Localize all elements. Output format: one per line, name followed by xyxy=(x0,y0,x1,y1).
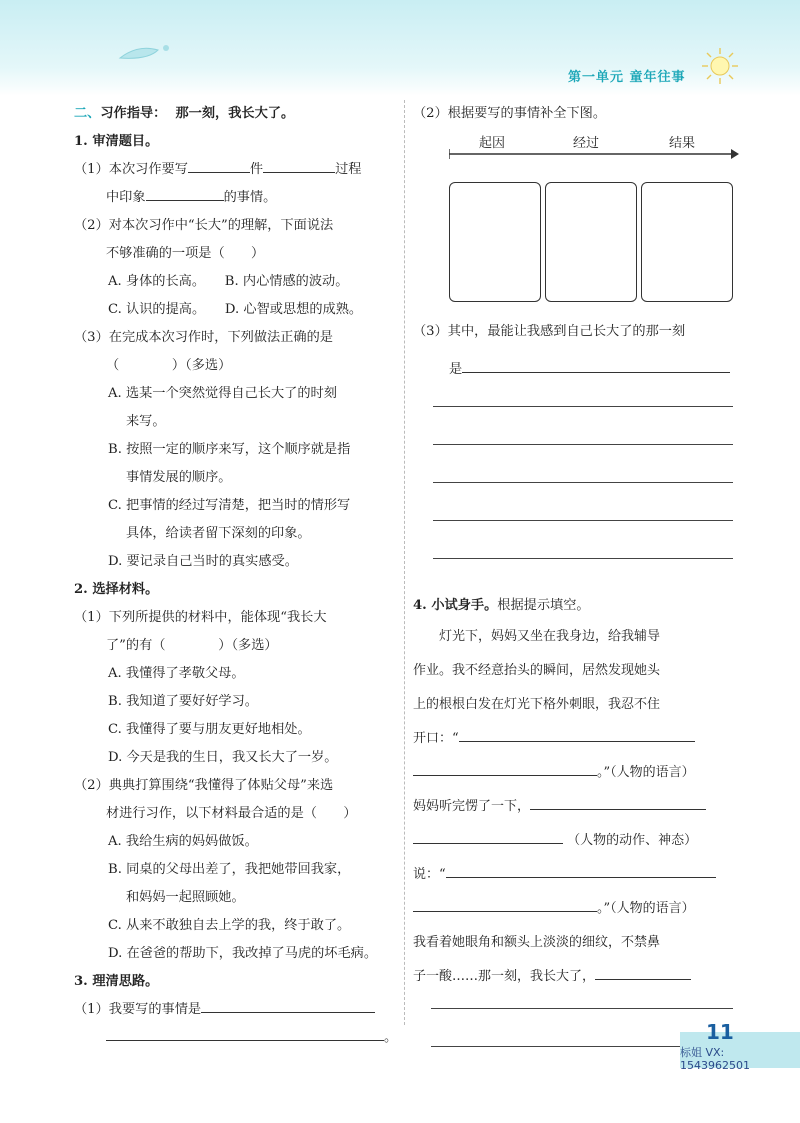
passage-line xyxy=(413,892,743,926)
section-title xyxy=(74,100,400,128)
page-number: 11 xyxy=(706,1020,734,1044)
passage-line: 上的根根白发在灯光下格外刺眼，我忍不住 xyxy=(413,697,661,712)
question-2-1-cont: 了”的有（ ）（多选） xyxy=(106,638,278,653)
column-divider xyxy=(404,100,405,1025)
passage-line xyxy=(413,858,743,892)
answer-blank[interactable] xyxy=(106,1024,384,1041)
passage-line xyxy=(413,790,743,824)
option-line: B. 我知道了要好好学习。 xyxy=(108,694,258,709)
question-2-2-cont: 材进行习作，以下材料最合适的是（ ） xyxy=(106,806,357,821)
option-line: B. 同桌的父母出差了，我把她带回我家， xyxy=(108,862,351,877)
passage-line: 作业。我不经意抬头的瞬间，居然发现她头 xyxy=(413,663,661,678)
passage-line xyxy=(413,756,743,790)
q-text: （1）我要写的事情是 xyxy=(74,1002,202,1017)
answer-line[interactable] xyxy=(431,1008,733,1009)
q-text: 。 xyxy=(384,1030,398,1045)
option-line: A. 身体的长高。 B. 内心情感的波动。 xyxy=(108,274,349,289)
flow-box-cause[interactable] xyxy=(449,182,541,302)
subsection-4-title xyxy=(413,592,743,620)
answer-blank[interactable] xyxy=(413,827,563,844)
answer-blank[interactable] xyxy=(146,184,224,201)
option-line: 来写。 xyxy=(126,414,166,429)
question-3-1 xyxy=(74,996,400,1024)
q-text: 开口：“ xyxy=(413,731,459,746)
answer-line[interactable] xyxy=(433,558,733,559)
option-line: C. 把事情的经过写清楚，把当时的情形写 xyxy=(108,498,351,513)
flow-label-process: 经过 xyxy=(573,136,600,151)
passage-line xyxy=(413,722,743,756)
flow-box-result[interactable] xyxy=(641,182,733,302)
left-column xyxy=(74,100,400,1052)
answer-blank[interactable] xyxy=(188,156,250,173)
answer-blank[interactable] xyxy=(459,725,695,742)
option-line: C. 认识的提高。 D. 心智或思想的成熟。 xyxy=(108,302,363,317)
answer-line[interactable] xyxy=(433,444,733,445)
q-text: 是 xyxy=(449,362,463,377)
flow-box-process[interactable] xyxy=(545,182,637,302)
passage-line: 我看着她眼角和额头上淡淡的细纹，不禁鼻 xyxy=(413,935,661,950)
option-line: D. 今天是我的生日，我又长大了一岁。 xyxy=(108,750,338,765)
option-line: B. 按照一定的顺序来写，这个顺序就是指 xyxy=(108,442,351,457)
option-line: C. 我懂得了要与朋友更好地相处。 xyxy=(108,722,311,737)
question-1-1-cont xyxy=(74,184,400,212)
option-line: D. 在爸爸的帮助下，我改掉了马虎的坏毛病。 xyxy=(108,946,378,961)
section-main: 习作指导： xyxy=(100,106,167,121)
question-1-2-cont: 不够准确的一项是（ ） xyxy=(106,246,265,261)
hint-text: 。”（人物的语言） xyxy=(597,901,695,916)
section-prefix: 二、 xyxy=(74,106,101,121)
option-line: 和妈妈一起照顾她。 xyxy=(126,890,245,905)
answer-blank[interactable] xyxy=(446,861,716,878)
flow-label-result: 结果 xyxy=(669,136,696,151)
question-2-1: （1）下列所提供的材料中，能体现“我长大 xyxy=(74,610,327,625)
unit-title: 第一单元 童年往事 xyxy=(568,70,686,85)
option-line: A. 选某一个突然觉得自己长大了的时刻 xyxy=(108,386,337,401)
question-1-1 xyxy=(74,156,400,184)
subsection-2-title: 2. 选择材料。 xyxy=(74,582,159,597)
option-line: D. 要记录自己当时的真实感受。 xyxy=(108,554,298,569)
hint-text: （人物的动作、神态） xyxy=(567,833,698,848)
question-1-3: （3）在完成本次习作时，下列做法正确的是 xyxy=(74,330,333,345)
passage xyxy=(413,620,743,994)
answer-line[interactable] xyxy=(433,406,733,407)
q-text: （1）本次习作要写 xyxy=(74,162,188,177)
flow-diagram xyxy=(413,128,743,298)
q-text: 件 xyxy=(249,162,264,177)
q-text: 过程 xyxy=(335,162,362,177)
watermark xyxy=(680,1046,750,1072)
passage-line xyxy=(413,824,743,858)
s4-title: 4. 小试身手。 xyxy=(413,598,498,613)
question-3-1-cont xyxy=(74,1024,400,1052)
q-text: 子一酸……那一刻，我长大了， xyxy=(413,969,596,984)
q-text: 的事情。 xyxy=(223,190,277,205)
answer-blank[interactable] xyxy=(413,895,597,912)
right-column xyxy=(413,100,743,1074)
question-r-3-cont xyxy=(413,356,743,384)
option-line: A. 我懂得了孝敬父母。 xyxy=(108,666,245,681)
answer-blank[interactable] xyxy=(530,793,706,810)
answer-line[interactable] xyxy=(433,520,733,521)
question-r-2: （2）根据要写的事情补全下图。 xyxy=(413,106,607,121)
writing-lines xyxy=(413,384,743,584)
answer-blank[interactable] xyxy=(462,356,730,373)
s4-instruction: 根据提示填空。 xyxy=(497,598,590,613)
flow-label-cause: 起因 xyxy=(479,136,506,151)
option-line: 具体，给读者留下深刻的印象。 xyxy=(126,526,311,541)
leaf-decoration-icon xyxy=(118,40,178,64)
option-line: 事情发展的顺序。 xyxy=(126,470,232,485)
option-line: A. 我给生病的妈妈做饭。 xyxy=(108,834,258,849)
section-topic: 那一刻，我长大了。 xyxy=(175,106,295,121)
subsection-3-title: 3. 理清思路。 xyxy=(74,974,159,989)
hint-text: 。”（人物的语言） xyxy=(597,765,695,780)
question-2-2: （2）典典打算围绕“我懂得了体贴父母”来选 xyxy=(74,778,334,793)
watermark-line: 标姐 VX: xyxy=(680,1046,725,1059)
passage-line: 灯光下，妈妈又坐在我身边，给我辅导 xyxy=(413,629,661,644)
sun-decoration-icon xyxy=(700,46,740,86)
q-text: 妈妈听完愣了一下， xyxy=(413,799,531,814)
option-line: C. 从来不敢独自去上学的我，终于敢了。 xyxy=(108,918,351,933)
answer-blank[interactable] xyxy=(263,156,335,173)
q-text: 中印象 xyxy=(106,190,146,205)
answer-line[interactable] xyxy=(433,482,733,483)
answer-blank[interactable] xyxy=(201,996,375,1013)
answer-blank[interactable] xyxy=(595,963,691,980)
subsection-1-title: 1. 审清题目。 xyxy=(74,134,159,149)
question-r-3: （3）其中，最能让我感到自己长大了的那一刻 xyxy=(413,324,686,339)
q-text: 说：“ xyxy=(413,867,446,882)
question-1-3-cont: （ ）（多选） xyxy=(106,358,232,373)
question-1-2: （2）对本次习作中“长大”的理解，下面说法 xyxy=(74,218,334,233)
passage-line xyxy=(413,960,743,994)
watermark-line: 1543962501 xyxy=(680,1059,750,1072)
answer-blank[interactable] xyxy=(413,759,597,776)
